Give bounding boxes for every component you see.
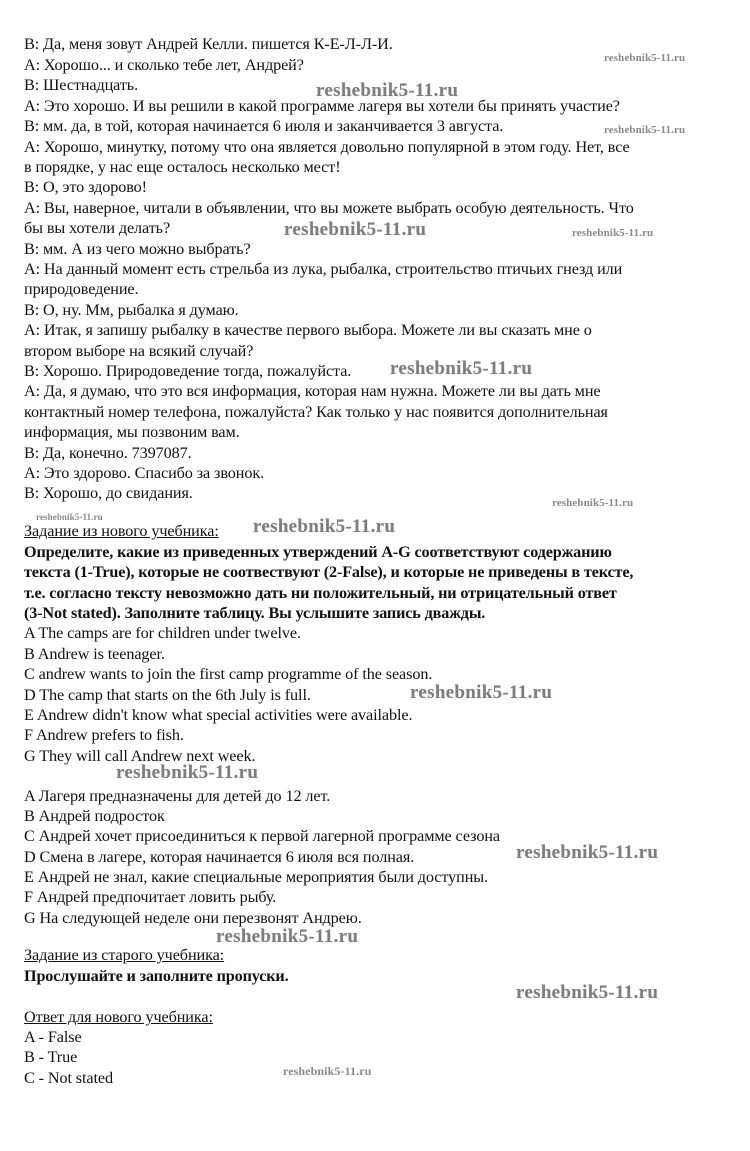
instruction-line: (3-Not stated). Заполните таблицу. Вы услышите запись дважды. <box>24 604 486 622</box>
dialogue-line: втором выборе на всякий случай? <box>24 342 254 360</box>
watermark: reshebnik5-11.ru <box>216 926 359 947</box>
dialogue-line: А: Вы, наверное, читали в объявлении, что вы можете выбрать особую деятельность. Что <box>24 199 634 217</box>
watermark: reshebnik5-11.ru <box>36 512 103 522</box>
dialogue-line: B: Да, меня зовут Андрей Келли. пишется К-Е-Л-Л-И. <box>24 35 393 53</box>
instruction-line: т.е. согласно тексту невозможно дать ни положительный, ни отрицательный ответ <box>24 584 617 602</box>
watermark: reshebnik5-11.ru <box>410 682 553 703</box>
old-task-heading: Задание из старого учебника: <box>24 946 225 964</box>
dialogue-line: В: О, это здорово! <box>24 178 147 196</box>
dialogue-line: А: Это хорошо. И вы решили в какой программе лагеря вы хотели бы принять участие? <box>24 97 620 115</box>
statement-en: B Andrew is teenager. <box>24 645 165 663</box>
watermark: reshebnik5-11.ru <box>516 842 659 863</box>
statement-en: F Andrew prefers to fish. <box>24 726 184 744</box>
dialogue-line: в порядке, у нас еще осталось несколько мест! <box>24 158 341 176</box>
instruction-line: текста (1-True), которые не соотвествуют (2-False), и которые не приведены в тексте, <box>24 563 634 581</box>
dialogue-line: В: мм. А из чего можно выбрать? <box>24 240 251 258</box>
watermark: reshebnik5-11.ru <box>516 982 659 1003</box>
dialogue-line: В: Шестнадцать. <box>24 76 139 94</box>
statement-en: C andrew wants to join the first camp programme of the season. <box>24 665 433 683</box>
dialogue-line: контактный номер телефона, пожалуйста? Как только у нас появится дополнительная <box>24 403 608 421</box>
answer-item: C - Not stated <box>24 1069 113 1087</box>
dialogue-line: А: Да, я думаю, что это вся информация, которая нам нужна. Можете ли вы дать мне <box>24 382 601 400</box>
statement-ru: A Лагеря предназначены для детей до 12 лет. <box>24 787 331 805</box>
dialogue-line: А: На данный момент есть стрельба из лука, рыбалка, строительство птичьих гнезд или <box>24 260 623 278</box>
statement-ru: F Андрей предпочитает ловить рыбу. <box>24 888 277 906</box>
statement-en: G They will call Andrew next week. <box>24 747 256 765</box>
dialogue-line: А: Итак, я запишу рыбалку в качестве первого выбора. Можете ли вы сказать мне о <box>24 321 592 339</box>
new-task-heading: Задание из нового учебника: <box>24 522 219 540</box>
statement-ru: E Андрей не знал, какие специальные мероприятия были доступны. <box>24 868 488 886</box>
watermark: reshebnik5-11.ru <box>284 219 427 240</box>
instruction-line: Определите, какие из приведенных утверждений A-G соответствуют содержанию <box>24 543 612 561</box>
watermark: reshebnik5-11.ru <box>116 762 259 783</box>
dialogue-line: А: Хорошо, минутку, потому что она является довольно популярной в этом году. Нет, все <box>24 138 630 156</box>
dialogue-line: природоведение. <box>24 280 139 298</box>
answer-heading: Ответ для нового учебника: <box>24 1008 213 1026</box>
watermark: reshebnik5-11.ru <box>316 80 459 101</box>
dialogue-line: информация, мы позвоним вам. <box>24 423 240 441</box>
dialogue-line: В: О, ну. Мм, рыбалка я думаю. <box>24 301 239 319</box>
dialogue-line: В: Хорошо. Природоведение тогда, пожалуйста. <box>24 362 352 380</box>
dialogue-line: В: Хорошо, до свидания. <box>24 484 193 502</box>
dialogue-line: А: Это здорово. Спасибо за звонок. <box>24 464 265 482</box>
watermark: reshebnik5-11.ru <box>390 358 533 379</box>
answer-item: B - True <box>24 1048 78 1066</box>
statement-en: D The camp that starts on the 6th July is full. <box>24 686 311 704</box>
statement-ru: C Андрей хочет присоединиться к первой лагерной программе сезона <box>24 827 500 845</box>
old-task-instruction: Прослушайте и заполните пропуски. <box>24 967 289 985</box>
watermark: reshebnik5-11.ru <box>253 516 396 537</box>
statement-ru: B Андрей подросток <box>24 807 165 825</box>
watermark: reshebnik5-11.ru <box>552 497 634 509</box>
watermark: reshebnik5-11.ru <box>604 52 686 64</box>
dialogue-line: В: мм. да, в той, которая начинается 6 июля и заканчивается 3 августа. <box>24 117 504 135</box>
statement-en: E Andrew didn't know what special activities were available. <box>24 706 413 724</box>
statement-ru: G На следующей неделе они перезвонят Андрею. <box>24 909 362 927</box>
statement-ru: D Смена в лагере, которая начинается 6 июля вся полная. <box>24 848 415 866</box>
statement-en: A The camps are for children under twelve. <box>24 624 301 642</box>
watermark: reshebnik5-11.ru <box>572 227 654 239</box>
watermark: reshebnik5-11.ru <box>283 1064 372 1078</box>
dialogue-line: А: Хорошо... и сколько тебе лет, Андрей? <box>24 56 304 74</box>
dialogue-line: бы вы хотели делать? <box>24 219 171 237</box>
answer-item: A - False <box>24 1028 82 1046</box>
dialogue-line: В: Да, конечно. 7397087. <box>24 444 192 462</box>
watermark: reshebnik5-11.ru <box>604 124 686 136</box>
